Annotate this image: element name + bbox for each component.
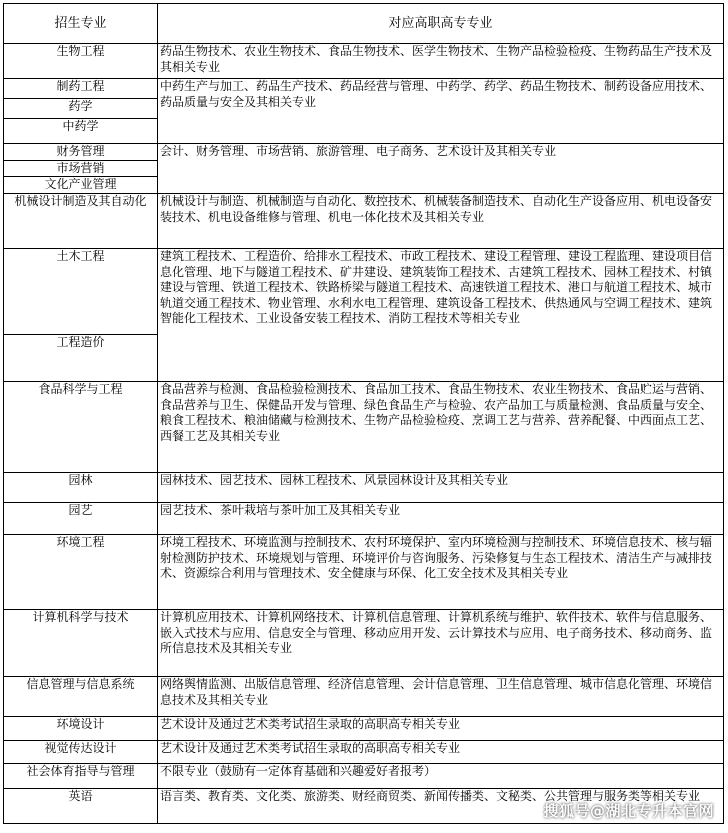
related-majors-cell: 药品生物技术、农业生物技术、食品生物技术、医学生物技术、生物产品检验检疫、生物药品生产技术及其相关专业 [158, 44, 724, 79]
related-majors-cell: 机械设计与制造、机械制造与自动化、数控技术、机械装备制造技术、自动化生产设备应用、机电设备安装技术、机电设备维修与管理、机电一体化技术及其相关专业 [158, 194, 724, 249]
major-cell: 社会体育指导与管理 [4, 764, 158, 789]
major-cell: 工程造价 [4, 335, 158, 382]
sohu-watermark: 搜狐号@湖北专升本官网 [543, 802, 714, 820]
related-majors-cell: 园林技术、园艺技术、园林工程技术、风景园林设计及其相关专业 [158, 473, 724, 503]
related-majors-cell: 建筑工程技术、工程造价、给排水工程技术、市政工程技术、建设工程管理、建设工程监理、建设项目信息化管理、地下与隧道工程技术、矿井建设、建筑装饰工程技术、古建筑工程技术、园林工程技术、村镇建设与管理、铁道工程技术、铁路桥梁与隧道工程技术、高速铁道工程技术、港口与航道工程技术、城市轨道交通工程技术、物业管理、水利水电工程管理、建筑设备工程技术、供热通风与空调工程技术、建筑智能化工程技术、工业设备安装工程技术、消防工程技术等相关专业 [158, 249, 724, 382]
table-row [4, 144, 724, 161]
related-majors-cell: 不限专业（鼓励有一定体育基础和兴趣爱好者报考） [158, 764, 724, 789]
related-majors-cell: 语言类、教育类、文化类、旅游类、财经商贸类、新闻传播类、文秘类、公共管理与服务类等相关专业 [158, 789, 724, 824]
major-cell: 环境工程 [4, 535, 158, 610]
major-cell: 机械设计制造及其自动化 [4, 194, 158, 249]
major-cell: 信息管理与信息系统 [4, 677, 158, 717]
table-header-row [4, 4, 724, 44]
major-mapping-table [3, 3, 724, 824]
table-row [4, 677, 724, 717]
table-row [4, 249, 724, 335]
major-cell: 环境设计 [4, 717, 158, 741]
related-majors-cell: 计算机应用技术、计算机网络技术、计算机信息管理、计算机系统与维护、软件技术、软件与信息服务、嵌入式技术与应用、信息安全与管理、移动应用开发、云计算技术与应用、电子商务技术、移动商务、监所信息技术及其相关专业 [158, 610, 724, 677]
table-row [4, 194, 724, 249]
related-majors-cell: 中药生产与加工、药品生产技术、药品经营与管理、中药学、药学、药品生物技术、制药设备应用技术、药品质量与安全及其相关专业 [158, 79, 724, 144]
major-cell: 市场营销 [4, 160, 158, 177]
table-row [4, 764, 724, 789]
related-majors-cell: 环境工程技术、环境监测与控制技术、农村环境保护、室内环境检测与控制技术、环境信息技术、核与辐射检测防护技术、环境规划与管理、环境评价与咨询服务、污染修复与生态工程技术、清洁生产与减排技术、资源综合利用与管理技术、安全健康与环保、化工安全技术及其相关专业 [158, 535, 724, 610]
table-row [4, 503, 724, 535]
major-cell: 园艺 [4, 503, 158, 535]
table-row [4, 79, 724, 99]
related-majors-cell: 会计、财务管理、市场营销、旅游管理、电子商务、艺术设计及其相关专业 [158, 144, 724, 194]
related-majors-cell: 食品营养与检测、食品检验检测技术、食品加工技术、食品生物技术、农业生物技术、食品贮运与营销、食品营养与卫生、保健品开发与管理、绿色食品生产与检验、农产品加工与质量检测、食品质量与安全、粮食工程技术、粮油储藏与检测技术、生物产品检验检疫、烹调工艺与营养、营养配餐、中西面点工艺、西餐工艺及其相关专业 [158, 382, 724, 473]
major-cell: 药学 [4, 99, 158, 119]
related-majors-cell: 艺术设计及通过艺术类考试招生录取的高职高专相关专业 [158, 717, 724, 741]
major-cell: 财务管理 [4, 144, 158, 161]
major-cell: 视觉传达设计 [4, 741, 158, 764]
major-cell: 土木工程 [4, 249, 158, 335]
table-row [4, 535, 724, 610]
major-cell: 食品科学与工程 [4, 382, 158, 473]
table-row [4, 44, 724, 79]
major-cell: 计算机科学与技术 [4, 610, 158, 677]
header-enrollment-major: 招生专业 [4, 4, 158, 44]
table-row [4, 473, 724, 503]
related-majors-cell: 艺术设计及通过艺术类考试招生录取的高职高专相关专业 [158, 741, 724, 764]
major-cell: 制药工程 [4, 79, 158, 99]
major-cell: 园林 [4, 473, 158, 503]
major-cell: 英语 [4, 789, 158, 824]
table-row [4, 717, 724, 741]
related-majors-cell: 网络舆情监测、出版信息管理、经济信息管理、会计信息管理、卫生信息管理、城市信息化管理、环境信息技术及其相关专业 [158, 677, 724, 717]
major-cell: 文化产业管理 [4, 177, 158, 194]
major-mapping-table-container [3, 3, 723, 830]
related-majors-cell: 园艺技术、茶叶栽培与茶叶加工及其相关专业 [158, 503, 724, 535]
major-cell: 中药学 [4, 119, 158, 144]
header-related-majors: 对应高职高专专业 [158, 4, 724, 44]
table-row [4, 382, 724, 473]
table-row [4, 741, 724, 764]
table-row [4, 610, 724, 677]
major-cell: 生物工程 [4, 44, 158, 79]
